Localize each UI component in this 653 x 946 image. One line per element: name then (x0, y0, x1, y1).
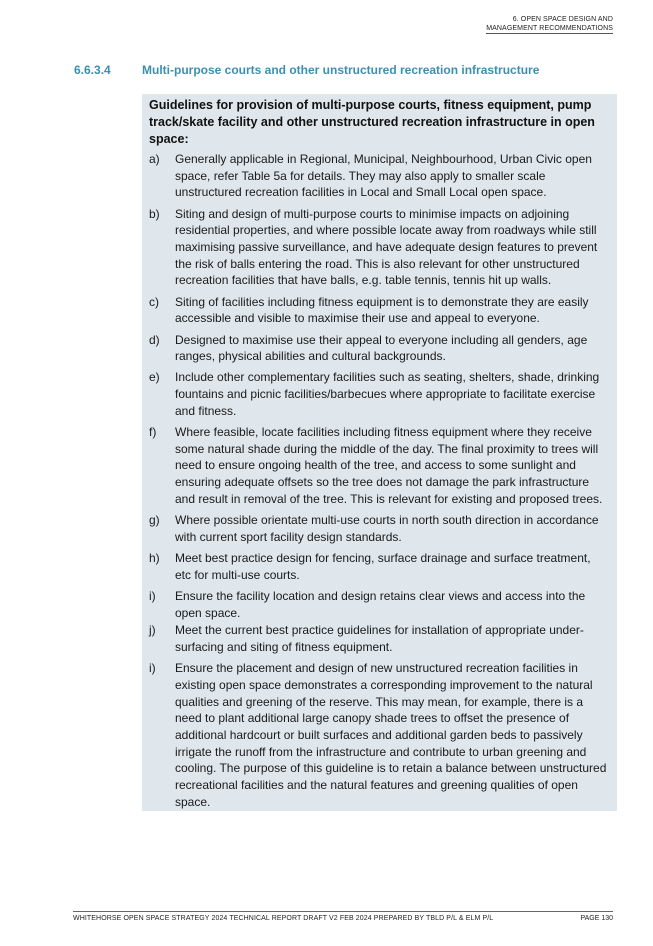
guidelines-title: Guidelines for provision of multi-purpose courts, fitness equipment, pump track/skate facility and other unstructured recreation infrastructure in open space: (149, 98, 595, 146)
guideline-list (149, 151, 609, 811)
footer-text: WHITEHORSE OPEN SPACE STRATEGY 2024 TECHNICAL REPORT DRAFT V2 FEB 2024 PREPARED BY TBLD P/L & ELM P/L (73, 915, 494, 922)
item-text: Meet best practice design for fencing, surface drainage and surface treatment, etc for multi-use courts. (175, 550, 591, 582)
item-marker: h) (149, 550, 160, 565)
item-text: Where possible orientate multi-use courts in north south direction in accordance with current sport facility design standards. (175, 513, 599, 544)
item-text: Where feasible, locate facilities including fitness equipment where they receive some natural shade during the middle of the day. The final proximity to trees will need to ensure ongoing health of the tree, and access to some sunlight and ensuring adequate offsets so the tree does not damage the park infrastructure and result in removal of the tree. This is relevant for existing and proposed trees. (175, 425, 603, 506)
item-text: Generally applicable in Regional, Municipal, Neighbourhood, Urban Civic open space, refer Table 5a for details. They may also apply to smaller scale unstructured recreation facilities in Local and Small Local open space. (175, 152, 592, 200)
item-text: Ensure the facility location and design retains clear views and access into the open space. (175, 588, 586, 620)
item-text: Designed to maximise use their appeal to everyone including all genders, age ranges, physical abilities and cultural backgrounds. (175, 332, 588, 364)
page-number: PAGE 130 (580, 915, 613, 922)
guideline-item-a (149, 151, 609, 201)
guideline-item-f (149, 424, 609, 508)
running-header (486, 15, 613, 34)
running-header-line1: 6. OPEN SPACE DESIGN AND (512, 16, 613, 23)
section-title: Multi-purpose courts and other unstructured recreation infrastructure (142, 63, 540, 77)
guideline-item-d (149, 332, 609, 365)
item-marker: j) (149, 623, 156, 638)
footer-divider (73, 911, 613, 912)
guideline-item-h (149, 550, 609, 583)
guidelines-box (142, 94, 617, 811)
section-heading (74, 63, 539, 77)
running-header-line2: MANAGEMENT RECOMMENDATIONS (486, 25, 613, 32)
item-marker: e) (149, 370, 160, 385)
item-text: Siting of facilities including fitness equipment is to demonstrate they are easily accessible and visible to maximise their use and appeal to everyone. (175, 294, 589, 326)
item-marker: d) (149, 332, 160, 347)
guideline-item-i (149, 588, 609, 621)
item-marker: g) (149, 513, 160, 528)
item-marker: a) (149, 152, 160, 166)
guideline-item-g (149, 512, 609, 545)
item-marker: i) (149, 661, 156, 676)
item-text: Ensure the placement and design of new unstructured recreation facilities in existing open space demonstrates a corresponding improvement to the natural qualities and greening of the reserve. This may mean, for example, there is a need to plant additional large canopy shade trees to offset the presence of additional hardcourt or built surfaces and additional garden beds to passively irrigate the runoff from the infrastructure and contribute to urban greening and cooling. The purpose of this guideline is to retain a balance between unstructured recreational facilities and the natural features and greening qualities of open space. (175, 661, 607, 809)
guideline-item-e (149, 369, 609, 419)
item-marker: i) (149, 588, 156, 603)
item-text: Meet the current best practice guidelines for installation of appropriate under-surfacing and siting of fitness equipment. (175, 623, 584, 654)
item-text: Siting and design of multi-purpose courts to minimise impacts on adjoining residential properties, and where possible locate away from roadways while still maximising passive surveillance, and have adequate design features to prevent the risk of balls entering the road. This is also relevant for other unstructured recreation facilities that have balls, e.g. table tennis, tennis hit up walls. (175, 206, 598, 288)
guideline-item-j (149, 622, 609, 655)
guideline-item-b (149, 206, 609, 290)
item-marker: b) (149, 206, 160, 221)
guideline-item-i-second (149, 660, 609, 810)
item-marker: c) (149, 294, 159, 309)
section-number: 6.6.3.4 (74, 63, 111, 77)
item-marker: f) (149, 425, 157, 440)
guideline-item-c (149, 294, 609, 327)
item-text: Include other complementary facilities such as seating, shelters, shade, drinking fountains and picnic facilities/barbecues where appropriate to facilitate exercise and fitness. (175, 370, 600, 418)
